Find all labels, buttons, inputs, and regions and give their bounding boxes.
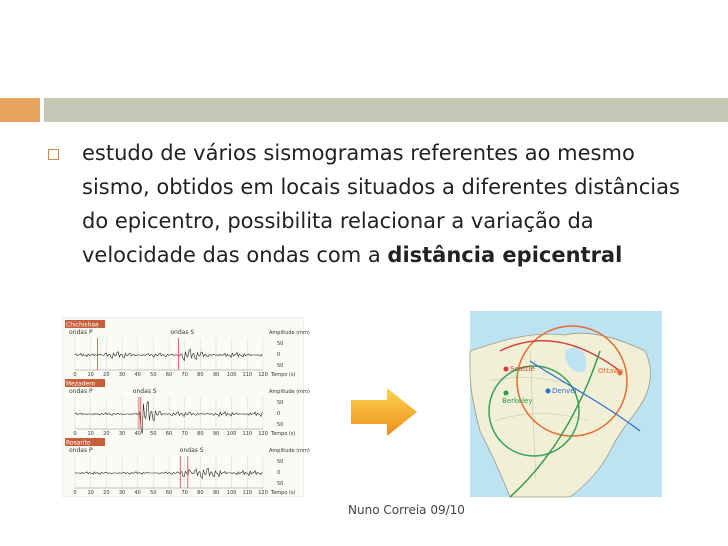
station-label: Chichishaa xyxy=(66,321,99,329)
p-wave-label: ondas P xyxy=(69,329,93,336)
amplitude-tick: 0 xyxy=(277,352,281,358)
time-tick: 120 xyxy=(258,372,268,378)
amplitude-tick: 50 xyxy=(277,363,284,369)
time-tick: 90 xyxy=(212,372,220,378)
time-tick: 10 xyxy=(87,372,94,378)
footer-author: Nuno Correia 09/10 xyxy=(348,503,465,517)
time-tick: 40 xyxy=(134,490,141,496)
title-bar-accent xyxy=(0,98,40,122)
epicenter-map xyxy=(470,311,662,497)
bullet-bold-text: distância epicentral xyxy=(387,243,623,267)
time-tick: 100 xyxy=(226,372,237,378)
seismogram-svg xyxy=(63,318,310,496)
time-axis-label: Tempo (s) xyxy=(271,431,296,437)
time-tick: 60 xyxy=(165,490,173,496)
time-tick: 0 xyxy=(73,431,77,437)
time-tick: 60 xyxy=(165,372,173,378)
bullet-paragraph xyxy=(82,136,702,272)
map-label-seattle: Seattle xyxy=(510,365,535,373)
time-tick: 120 xyxy=(258,490,268,496)
amplitude-tick: 50 xyxy=(277,400,284,406)
time-tick: 110 xyxy=(242,372,253,378)
right-arrow-icon xyxy=(349,386,419,442)
time-tick: 110 xyxy=(242,490,253,496)
time-tick: 0 xyxy=(73,490,77,496)
s-wave-label: ondas S xyxy=(179,447,204,454)
time-tick: 90 xyxy=(212,490,220,496)
time-tick: 70 xyxy=(181,431,188,437)
time-tick: 10 xyxy=(87,431,94,437)
s-wave-label: ondas S xyxy=(170,329,195,336)
p-wave-label: ondas P xyxy=(69,447,93,454)
time-tick: 70 xyxy=(181,372,188,378)
time-tick: 80 xyxy=(197,372,204,378)
time-axis-label: Tempo (s) xyxy=(271,490,296,496)
amplitude-tick: 0 xyxy=(277,470,281,476)
time-tick: 20 xyxy=(103,372,110,378)
time-tick: 80 xyxy=(197,490,204,496)
time-tick: 40 xyxy=(134,431,141,437)
time-axis-label: Tempo (s) xyxy=(271,372,296,378)
time-tick: 60 xyxy=(165,431,173,437)
map-label-berkeley: Berkeley xyxy=(502,397,533,405)
station-label: Mezadero xyxy=(66,380,96,388)
title-bar xyxy=(44,98,728,122)
amplitude-tick: 50 xyxy=(277,459,284,465)
time-tick: 30 xyxy=(118,431,126,437)
time-tick: 80 xyxy=(197,431,204,437)
p-wave-label: ondas P xyxy=(69,388,93,395)
bullet-marker-icon xyxy=(48,149,59,160)
amplitude-tick: 50 xyxy=(277,422,284,428)
seismogram-trace xyxy=(75,468,262,478)
time-tick: 120 xyxy=(258,431,268,437)
amplitude-title: Amplitude (mm) xyxy=(269,389,310,395)
station-label: Rosarito xyxy=(66,439,91,447)
time-tick: 70 xyxy=(181,490,188,496)
map-label-denver: Denver xyxy=(552,387,578,395)
time-tick: 90 xyxy=(212,431,220,437)
time-tick: 100 xyxy=(226,431,237,437)
amplitude-tick: 0 xyxy=(277,411,281,417)
time-tick: 30 xyxy=(118,372,126,378)
time-tick: 100 xyxy=(226,490,237,496)
amplitude-tick: 50 xyxy=(277,481,284,487)
time-tick: 30 xyxy=(118,490,126,496)
amplitude-title: Amplitude (mm) xyxy=(269,330,310,336)
time-tick: 50 xyxy=(150,431,157,437)
time-tick: 20 xyxy=(103,431,110,437)
time-tick: 20 xyxy=(103,490,110,496)
seismogram-trace xyxy=(75,349,262,360)
time-tick: 50 xyxy=(150,372,157,378)
bullet-text: estudo de vários sismogramas referentes ao mesmo sismo, obtidos em locais situados a diferentes distâncias do epicentro, possibilita relacionar a variação da velocidade das ondas com a xyxy=(82,141,680,267)
time-tick: 110 xyxy=(242,431,253,437)
time-tick: 0 xyxy=(73,372,77,378)
map-label-ottawa: Ottawa xyxy=(598,367,624,375)
seismogram-figure xyxy=(62,317,310,497)
s-wave-label: ondas S xyxy=(132,388,157,395)
amplitude-title: Amplitude (mm) xyxy=(269,448,310,454)
amplitude-tick: 50 xyxy=(277,341,284,347)
time-tick: 40 xyxy=(134,372,141,378)
time-tick: 10 xyxy=(87,490,94,496)
time-tick: 50 xyxy=(150,490,157,496)
